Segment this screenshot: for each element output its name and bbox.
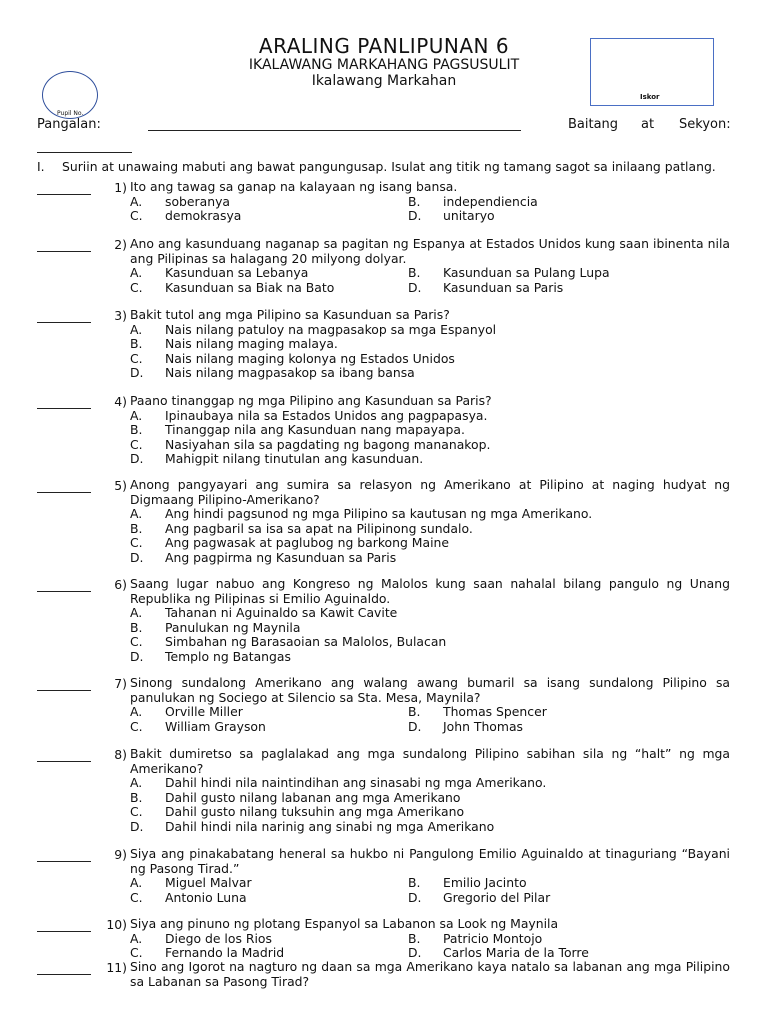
option-text: Diego de los Rios bbox=[165, 930, 272, 946]
answer-blank[interactable] bbox=[37, 960, 91, 975]
option-letter: A. bbox=[130, 704, 143, 719]
question-number: 5) bbox=[114, 478, 127, 493]
question-text: Paano tinanggap ng mga Pilipino ang Kasunduan sa Paris? bbox=[130, 393, 492, 408]
option-item bbox=[130, 551, 730, 566]
option-text: Antonio Luna bbox=[165, 889, 247, 905]
option-item bbox=[130, 522, 730, 537]
question-item bbox=[37, 308, 730, 381]
option-item bbox=[408, 209, 730, 224]
option-item bbox=[130, 323, 730, 338]
option-item bbox=[130, 409, 730, 424]
option-text: Gregorio del Pilar bbox=[443, 889, 551, 905]
option-text: Fernando la Madrid bbox=[165, 945, 285, 960]
question-text: Siya ang pinuno ng plotang Espanyol sa Labanon sa Look ng Maynila bbox=[130, 916, 559, 931]
option-letter: D. bbox=[130, 365, 144, 380]
option-text: Thomas Spencer bbox=[443, 704, 547, 719]
question-number: 9) bbox=[114, 847, 127, 862]
option-letter: B. bbox=[408, 875, 421, 890]
option-letter: B. bbox=[408, 704, 421, 719]
exam-subtitle: IKALAWANG MARKAHANG PAGSUSULIT bbox=[248, 57, 520, 73]
option-item bbox=[130, 423, 730, 438]
option-letter: C. bbox=[130, 889, 143, 905]
option-item bbox=[130, 621, 730, 636]
question-item bbox=[37, 478, 730, 565]
option-text: Simbahan ng Barasaoian sa Malolos, Bulacan bbox=[165, 634, 447, 649]
option-item bbox=[408, 266, 730, 281]
options-list bbox=[130, 266, 730, 295]
option-item bbox=[408, 720, 730, 735]
option-text: Nasiyahan sila sa pagdating ng bagong mananakop. bbox=[165, 436, 491, 452]
answer-blank[interactable] bbox=[37, 394, 91, 409]
option-letter: B. bbox=[130, 336, 143, 351]
option-item bbox=[130, 209, 408, 224]
option-letter: D. bbox=[408, 718, 422, 734]
option-item bbox=[130, 635, 730, 650]
option-item bbox=[408, 932, 730, 947]
option-letter: B. bbox=[408, 265, 421, 280]
option-item bbox=[130, 195, 408, 210]
question-text: Anong pangyayari ang sumira sa relasyon ng Amerikano at Pilipino at naging hudyat ng Digmaang Pilipino-Amerikano? bbox=[130, 477, 730, 507]
option-text: independiencia bbox=[443, 193, 538, 209]
instruction-number: I. bbox=[37, 159, 45, 174]
question-item bbox=[37, 747, 730, 834]
option-letter: A. bbox=[130, 407, 143, 423]
option-item bbox=[130, 791, 730, 806]
option-text: Ang hindi pagsunod ng mga Pilipino sa kautusan ng mga Amerikano. bbox=[165, 506, 593, 521]
option-item bbox=[130, 281, 408, 296]
answer-blank[interactable] bbox=[37, 478, 91, 493]
option-letter: C. bbox=[130, 279, 143, 295]
option-item bbox=[408, 195, 730, 210]
question-number: 7) bbox=[114, 676, 127, 691]
answer-blank[interactable] bbox=[37, 577, 91, 592]
question-text: Bakit tutol ang mga Pilipino sa Kasunduan sa Paris? bbox=[130, 307, 450, 322]
option-item bbox=[130, 536, 730, 551]
option-item bbox=[130, 876, 408, 891]
option-letter: D. bbox=[408, 945, 422, 960]
options-list bbox=[130, 876, 730, 905]
question-number: 3) bbox=[114, 308, 127, 323]
grade-section-conjunction: at bbox=[641, 117, 655, 132]
options-list bbox=[130, 507, 730, 565]
question-number: 8) bbox=[114, 747, 127, 762]
option-text: Ang pagwasak at paglubog ng barkong Maine bbox=[165, 535, 449, 550]
option-text: Ang pagpirma ng Kasunduan sa Paris bbox=[165, 549, 397, 565]
option-text: unitaryo bbox=[443, 208, 495, 223]
option-item bbox=[130, 705, 408, 720]
option-letter: A. bbox=[130, 775, 143, 790]
score-label: Iskor bbox=[640, 93, 660, 101]
question-number: 6) bbox=[114, 577, 127, 592]
option-letter: A. bbox=[130, 930, 143, 946]
option-letter: B. bbox=[408, 930, 421, 946]
option-item bbox=[408, 281, 730, 296]
option-letter: D. bbox=[130, 451, 144, 466]
question-item bbox=[37, 917, 730, 961]
option-item bbox=[408, 891, 730, 906]
exam-title: ARALING PANLIPUNAN 6 bbox=[258, 34, 510, 58]
option-letter: C. bbox=[130, 436, 143, 452]
question-number: 4) bbox=[114, 394, 127, 409]
answer-blank[interactable] bbox=[37, 180, 91, 195]
option-item bbox=[130, 606, 730, 621]
option-text: Carlos Maria de la Torre bbox=[443, 945, 589, 960]
option-text: Orville Miller bbox=[165, 704, 243, 719]
question-item bbox=[37, 676, 730, 734]
option-text: Dahil gusto nilang labanan ang mga Amerikano bbox=[165, 789, 461, 805]
answer-blank[interactable] bbox=[37, 237, 91, 252]
option-letter: D. bbox=[408, 279, 422, 295]
option-text: Dahil hindi nila naintindihan ang sinasabi ng mga Amerikano. bbox=[165, 775, 547, 790]
option-item bbox=[130, 820, 730, 835]
option-text: Nais nilang maging malaya. bbox=[165, 336, 338, 351]
option-item bbox=[130, 720, 408, 735]
option-text: Miguel Malvar bbox=[165, 875, 252, 890]
grade-label: Baitang bbox=[568, 117, 619, 132]
options-list bbox=[130, 705, 730, 734]
option-letter: C. bbox=[130, 804, 143, 819]
question-text: Saang lugar nabuo ang Kongreso ng Malolos kung saan nahalal bilang pangulo ng Unang Republika ng Pilipinas si Emilio Aguinaldo. bbox=[130, 576, 730, 606]
option-item bbox=[408, 876, 730, 891]
question-text: Ito ang tawag sa ganap na kalayaan ng isang bansa. bbox=[130, 179, 458, 194]
option-letter: A. bbox=[130, 321, 143, 337]
question-item bbox=[37, 180, 730, 224]
pupil-number-label: Pupil No. bbox=[57, 110, 84, 117]
option-text: William Grayson bbox=[165, 718, 266, 734]
question-item bbox=[37, 237, 730, 295]
options-list bbox=[130, 932, 730, 961]
option-text: Kasunduan sa Paris bbox=[443, 279, 564, 295]
name-field[interactable] bbox=[148, 116, 521, 131]
section-label: Sekyon: bbox=[679, 117, 731, 132]
answer-blank[interactable] bbox=[37, 917, 91, 932]
option-item bbox=[130, 507, 730, 522]
option-letter: B. bbox=[130, 789, 143, 805]
question-item bbox=[37, 394, 730, 467]
option-item bbox=[130, 452, 730, 467]
option-letter: D. bbox=[408, 208, 422, 223]
options-list bbox=[130, 606, 730, 664]
option-text: Templo ng Batangas bbox=[165, 648, 291, 664]
question-number: 1) bbox=[114, 180, 127, 195]
option-item bbox=[130, 352, 730, 367]
option-text: Nais nilang patuloy na magpasakop sa mga Espanyol bbox=[165, 321, 497, 337]
option-item bbox=[130, 932, 408, 947]
option-item bbox=[130, 891, 408, 906]
question-text: Ano ang kasunduang naganap sa pagitan ng Espanya at Estados Unidos kung saan ibinenta nila ang Pilipinas sa halagang 20 milyong dolyar. bbox=[130, 236, 730, 266]
question-number: 10) bbox=[106, 917, 127, 932]
question-number: 11) bbox=[106, 960, 127, 975]
option-text: Kasunduan sa Lebanya bbox=[165, 265, 309, 280]
option-text: Patricio Montojo bbox=[443, 930, 543, 946]
question-number: 2) bbox=[114, 237, 127, 252]
option-text: Nais nilang maging kolonya ng Estados Unidos bbox=[165, 350, 455, 366]
option-item bbox=[130, 650, 730, 665]
answer-blank[interactable] bbox=[37, 676, 91, 691]
option-letter: C. bbox=[130, 634, 143, 649]
option-text: John Thomas bbox=[443, 718, 524, 734]
option-text: Panulukan ng Maynila bbox=[165, 619, 301, 635]
question-item bbox=[37, 847, 730, 905]
option-letter: B. bbox=[130, 422, 143, 437]
question-item bbox=[37, 960, 730, 989]
option-letter: B. bbox=[408, 193, 421, 209]
option-letter: C. bbox=[130, 350, 143, 366]
options-list bbox=[130, 195, 730, 224]
option-letter: A. bbox=[130, 875, 143, 890]
option-text: Nais nilang magpasakop sa ibang bansa bbox=[165, 365, 415, 380]
option-text: Dahil gusto nilang tuksuhin ang mga Amerikano bbox=[165, 804, 465, 819]
option-letter: C. bbox=[130, 718, 143, 734]
option-text: Ipinaubaya nila sa Estados Unidos ang pagpapasya. bbox=[165, 407, 488, 423]
answer-blank[interactable] bbox=[37, 308, 91, 323]
option-text: Kasunduan sa Pulang Lupa bbox=[443, 265, 610, 280]
option-text: Ang pagbaril sa isa sa apat na Pilipinong sundalo. bbox=[165, 520, 473, 536]
options-list bbox=[130, 776, 730, 834]
options-list bbox=[130, 409, 730, 467]
option-item bbox=[130, 337, 730, 352]
question-item bbox=[37, 577, 730, 664]
option-letter: D. bbox=[130, 549, 144, 565]
option-text: demokrasya bbox=[165, 208, 242, 223]
option-letter: A. bbox=[130, 193, 143, 209]
option-letter: A. bbox=[130, 265, 143, 280]
option-text: Dahil hindi nila narinig ang sinabi ng mga Amerikano bbox=[165, 818, 495, 834]
option-letter: D. bbox=[130, 818, 144, 834]
option-item bbox=[130, 366, 730, 381]
option-item bbox=[130, 805, 730, 820]
option-letter: C. bbox=[130, 535, 143, 550]
question-text: Siya ang pinakabatang heneral sa hukbo ni Pangulong Emilio Aguinaldo at tinaguriang “Bayani ng Pasong Tirad.” bbox=[130, 846, 730, 876]
answer-blank[interactable] bbox=[37, 747, 91, 762]
option-letter: B. bbox=[130, 520, 143, 536]
option-text: Emilio Jacinto bbox=[443, 875, 527, 890]
option-item bbox=[130, 776, 730, 791]
exam-quarter: Ikalawang Markahan bbox=[311, 73, 457, 89]
option-text: soberanya bbox=[165, 193, 230, 209]
option-text: Tahanan ni Aguinaldo sa Kawit Cavite bbox=[165, 605, 398, 620]
option-letter: D. bbox=[130, 648, 144, 664]
question-text: Sinong sundalong Amerikano ang walang awang bumaril sa isang sundalong Pilipino sa panulukan ng Sociego at Silencio sa Sta. Mesa, Maynila? bbox=[130, 675, 730, 705]
options-list bbox=[130, 323, 730, 381]
question-text: Sino ang Igorot na nagturo ng daan sa mga Amerikano kaya natalo sa labanan ang mga Pilipino sa Labanan sa Pasong Tirad? bbox=[130, 959, 730, 989]
option-item bbox=[130, 438, 730, 453]
option-letter: A. bbox=[130, 506, 143, 521]
question-text: Bakit dumiretso sa paglalakad ang mga sundalong Pilipino sabihan sila ng “halt” ng mga Amerikano? bbox=[130, 746, 730, 776]
option-text: Mahigpit nilang tinutulan ang kasunduan. bbox=[165, 451, 424, 466]
answer-blank[interactable] bbox=[37, 847, 91, 862]
option-item bbox=[408, 705, 730, 720]
option-letter: C. bbox=[130, 945, 143, 960]
option-letter: B. bbox=[130, 619, 143, 635]
name-label: Pangalan: bbox=[37, 117, 101, 132]
option-letter: D. bbox=[408, 889, 422, 905]
option-letter: A. bbox=[130, 605, 143, 620]
option-letter: C. bbox=[130, 208, 143, 223]
section-field[interactable] bbox=[37, 138, 132, 153]
option-item bbox=[130, 266, 408, 281]
option-text: Tinanggap nila ang Kasunduan nang mapayapa. bbox=[165, 422, 465, 437]
option-text: Kasunduan sa Biak na Bato bbox=[165, 279, 335, 295]
instruction-text: Suriin at unawaing mabuti ang bawat pangungusap. Isulat ang titik ng tamang sagot sa inilaang patlang. bbox=[62, 159, 716, 174]
